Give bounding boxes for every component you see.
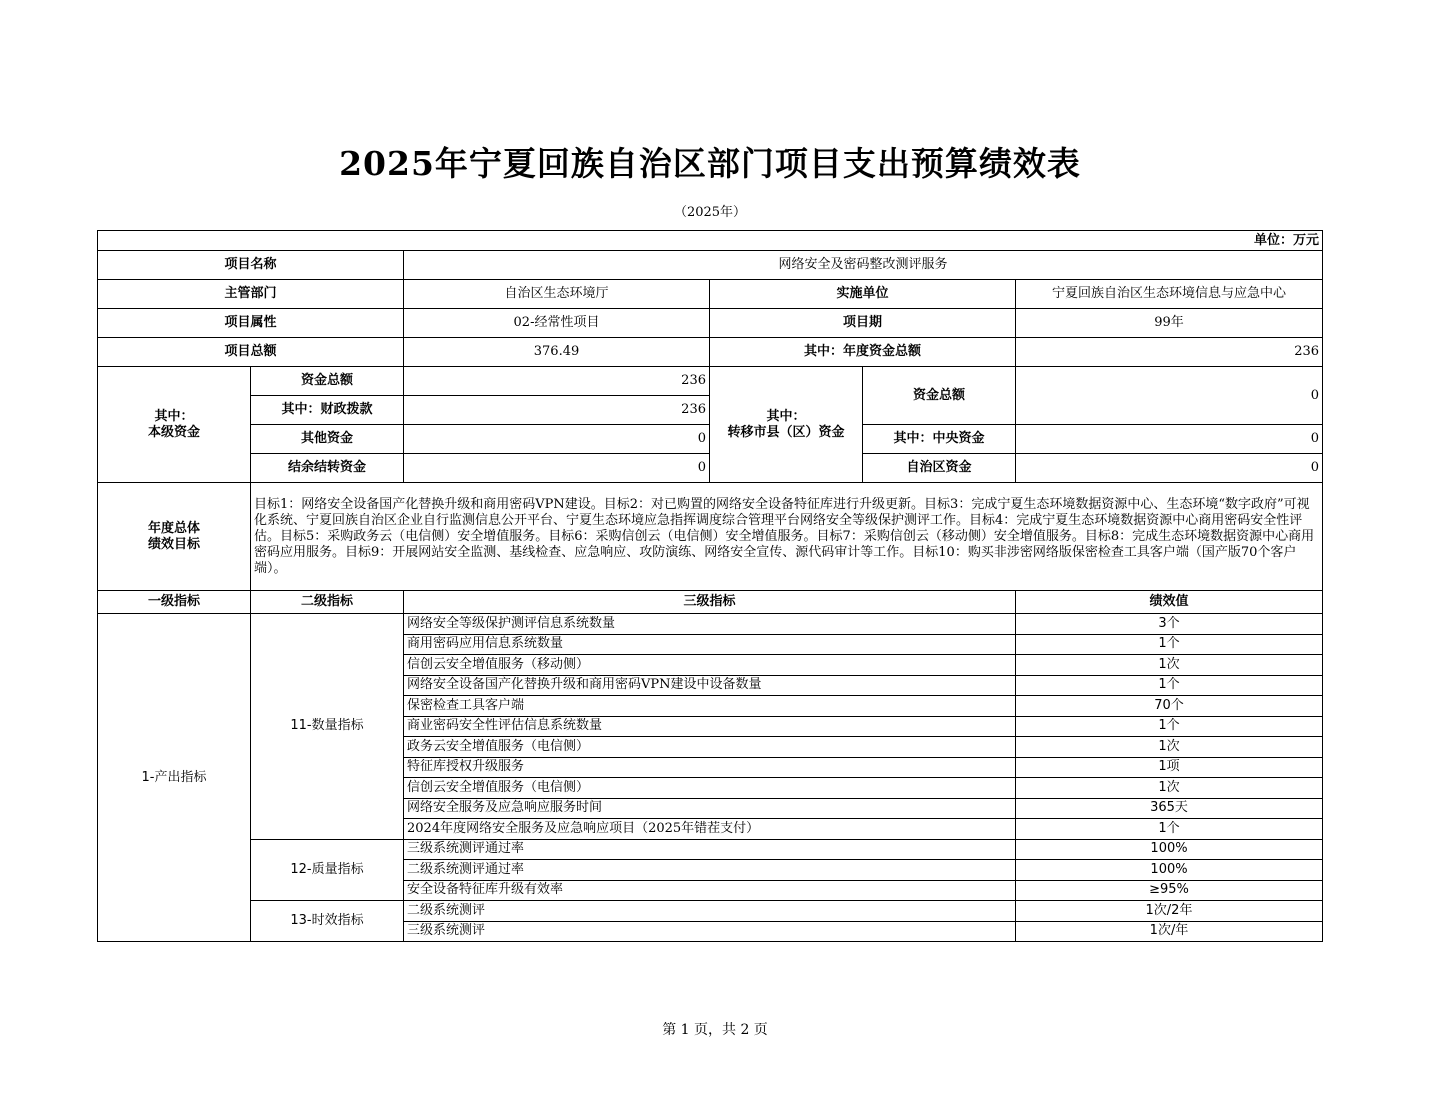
level3-indicator: 信创云安全增值服务（移动侧） — [404, 655, 1016, 676]
project-name-value: 网络安全及密码整改测评服务 — [404, 251, 1323, 280]
indicator-value: 365天 — [1016, 798, 1323, 819]
page-subtitle: （2025年） — [673, 205, 747, 220]
indicator-value: 1次/2年 — [1016, 901, 1323, 922]
indicator-value: 1次 — [1016, 737, 1323, 758]
indicator-value: 1个 — [1016, 675, 1323, 696]
indicator-value: 100% — [1016, 839, 1323, 860]
transfer-fund-label: 其中：中央资金 — [863, 425, 1016, 454]
level1-indicator: 1-产出指标 — [98, 614, 251, 942]
indicator-value: 70个 — [1016, 696, 1323, 717]
page-footer: 第 1 页，共 2 页 — [662, 1022, 768, 1038]
transfer-funds-label-line2: 转移市县（区）资金 — [727, 424, 845, 440]
level3-indicator: 商用密码应用信息系统数量 — [404, 634, 1016, 655]
goal-label-line1: 年度总体 — [147, 520, 200, 536]
indicator-value: 1次 — [1016, 778, 1323, 799]
local-fund-value: 236 — [404, 367, 710, 396]
local-funds-label — [98, 367, 251, 483]
goal-label — [98, 483, 251, 591]
level3-indicator: 政务云安全增值服务（电信侧） — [404, 737, 1016, 758]
local-funds-label-line1: 其中： — [154, 408, 194, 424]
indicator-row — [98, 901, 1323, 922]
indicator-value: 1项 — [1016, 757, 1323, 778]
goal-label-line2: 绩效目标 — [147, 536, 200, 552]
indicator-value: 100% — [1016, 860, 1323, 881]
transfer-fund-value: 0 — [1016, 454, 1323, 483]
transfer-fund-label: 自治区资金 — [863, 454, 1016, 483]
dept-value: 自治区生态环境厅 — [404, 280, 710, 309]
dept-label: 主管部门 — [98, 280, 404, 309]
impl-label: 实施单位 — [710, 280, 1016, 309]
project-name-label: 项目名称 — [98, 251, 404, 280]
local-fund-value: 236 — [404, 396, 710, 425]
level3-indicator: 安全设备特征库升级有效率 — [404, 880, 1016, 901]
level3-indicator: 二级系统测评通过率 — [404, 860, 1016, 881]
attr-label: 项目属性 — [98, 309, 404, 338]
local-fund-label: 其中：财政拨款 — [251, 396, 404, 425]
indicator-row — [98, 839, 1323, 860]
total-label: 项目总额 — [98, 338, 404, 367]
level3-indicator: 三级系统测评通过率 — [404, 839, 1016, 860]
goal-text: 目标1：网络安全设备国产化替换升级和商用密码VPN建设。目标2：对已购置的网络安全设备特征库进行升级更新。目标3：完成宁夏生态环境数据资源中心、生态环境“数字政府”可视化系统、宁夏回族自治区企业自行监测信息公开平台、宁夏生态环境应急指挥调度综合管理平台网络安全等级保护测评工作。目标4：完成宁夏生态环境数据资源中心商用密码安全性评估。目标5：采购政务云（电信侧）安全增值服务。目标6：采购信创云（电信侧）安全增值服务。目标7：采购信创云（移动侧）安全增值服务。目标8：完成生态环境数据资源中心商用密码应用服务。目标9：开展网站安全监测、基线检查、应急响应、攻防演练、网络安全宣传、源代码审计等工作。目标10：购买非涉密网络版保密检查工具客户端（国产版70个客户端）。 — [251, 483, 1323, 591]
indicator-value: 1个 — [1016, 634, 1323, 655]
level3-indicator: 商业密码安全性评估信息系统数量 — [404, 716, 1016, 737]
level3-indicator: 网络安全服务及应急响应服务时间 — [404, 798, 1016, 819]
indicator-value: ≥95% — [1016, 880, 1323, 901]
local-fund-label: 结余结转资金 — [251, 454, 404, 483]
attr-value: 02-经常性项目 — [404, 309, 710, 338]
annual-value: 236 — [1016, 338, 1323, 367]
indicator-value: 1次/年 — [1016, 921, 1323, 942]
level3-indicator: 保密检查工具客户端 — [404, 696, 1016, 717]
indicator-value: 3个 — [1016, 614, 1323, 635]
transfer-fund-value: 0 — [1016, 367, 1323, 425]
local-fund-label: 资金总额 — [251, 367, 404, 396]
indicator-row — [98, 614, 1323, 635]
page-title: 2025年宁夏回族自治区部门项目支出预算绩效表 — [339, 144, 1081, 183]
transfer-funds-label — [710, 367, 863, 483]
indicator-header: 一级指标 — [98, 591, 251, 614]
level2-indicator: 13-时效指标 — [251, 901, 404, 942]
indicator-header: 三级指标 — [404, 591, 1016, 614]
level3-indicator: 特征库授权升级服务 — [404, 757, 1016, 778]
level3-indicator: 二级系统测评 — [404, 901, 1016, 922]
unit-label: 单位：万元 — [98, 231, 1323, 251]
period-value: 99年 — [1016, 309, 1323, 338]
period-label: 项目期 — [710, 309, 1016, 338]
level3-indicator: 2024年度网络安全服务及应急响应项目（2025年错茬支付） — [404, 819, 1016, 840]
indicator-header: 二级指标 — [251, 591, 404, 614]
indicator-value: 1个 — [1016, 716, 1323, 737]
local-funds-label-line2: 本级资金 — [147, 424, 200, 440]
annual-label: 其中：年度资金总额 — [710, 338, 1016, 367]
level3-indicator: 信创云安全增值服务（电信侧） — [404, 778, 1016, 799]
level3-indicator: 三级系统测评 — [404, 921, 1016, 942]
transfer-fund-label: 资金总额 — [863, 367, 1016, 425]
local-fund-label: 其他资金 — [251, 425, 404, 454]
budget-table — [97, 230, 1323, 942]
indicator-value: 1次 — [1016, 655, 1323, 676]
level2-indicator: 11-数量指标 — [251, 614, 404, 840]
local-fund-value: 0 — [404, 454, 710, 483]
level3-indicator: 网络安全设备国产化替换升级和商用密码VPN建设中设备数量 — [404, 675, 1016, 696]
transfer-fund-value: 0 — [1016, 425, 1323, 454]
level3-indicator: 网络安全等级保护测评信息系统数量 — [404, 614, 1016, 635]
total-value: 376.49 — [404, 338, 710, 367]
transfer-funds-label-line1: 其中： — [766, 408, 806, 424]
impl-value: 宁夏回族自治区生态环境信息与应急中心 — [1016, 280, 1323, 309]
level2-indicator: 12-质量指标 — [251, 839, 404, 901]
indicator-header: 绩效值 — [1016, 591, 1323, 614]
local-fund-value: 0 — [404, 425, 710, 454]
indicator-value: 1个 — [1016, 819, 1323, 840]
